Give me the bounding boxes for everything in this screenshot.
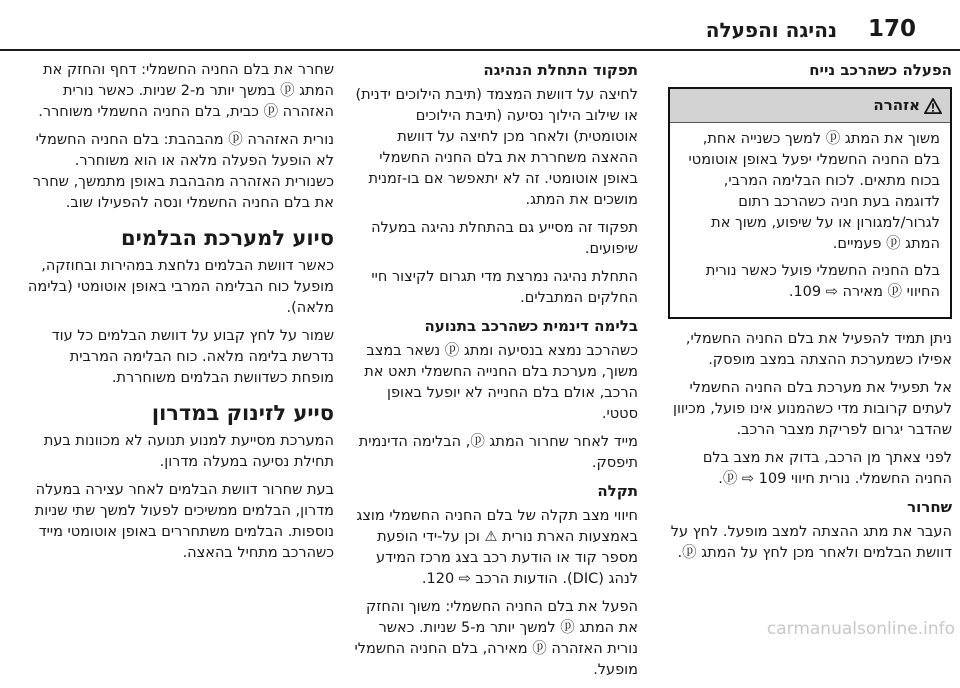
paragraph: שמור על לחץ קבוע על דוושת הבלמים כל עוד נדרשת בלימה מלאה. כוח הבלימה המרבית מופחת כשדוושת הבלמים משוחררת.: [51, 328, 334, 386]
column-right: [668, 60, 952, 571]
chapter-title: נהיגה והפעלה: [705, 18, 837, 42]
paragraph: המערכת מסייעת למנוע תנועה לא מכוונות בעת תחילת נסיעה במעלה מדרון.: [43, 433, 334, 470]
page-header: [0, 0, 960, 50]
section-heading-stationary: הפעלה כשהרכב נייח: [809, 61, 952, 79]
warning-body: [670, 123, 950, 317]
subheading-drive-away: תפקוד התחלת הנהיגה: [483, 61, 638, 79]
page-number: 170: [867, 16, 916, 42]
column-middle: [354, 60, 638, 688]
paragraph: שחרר את בלם החניה החשמלי: דחף והחזק את המתג ⓟ במשך יותר מ-2 שניות. כאשר נורית האזהרה ⓟ כבית, בלם החניה החשמלי משוחרר.: [38, 62, 334, 120]
paragraph: כשהרכב נמצא בנסיעה ומתג ⓟ נשאר במצב משוך, מערכת בלם החנייה החשמלי תאט את הרכב, אולם בלם החנייה לא יופעל באופן סטטי.: [364, 343, 638, 422]
paragraph: התחלת נהיגה נמרצת מדי תגרום לקיצור חיי החלקים המתבלים.: [371, 269, 638, 306]
paragraph: תפקוד זה מסייע גם בהתחלת נהיגה במעלה שיפועים.: [371, 220, 638, 257]
paragraph: נורית האזהרה ⓟ מהבהבת: בלם החניה החשמלי לא הופעל הפעלה מלאה או הוא משוחרר. כשנורית האזהרה מהבהבת באופן מתמשך, שחרר את בלם החניה החשמלי ונסה להפעילו שוב.: [32, 132, 334, 211]
paragraph: ניתן תמיד להפעיל את בלם החניה החשמלי, אפילו כשמערכת ההצתה במצב מופסק.: [685, 331, 952, 368]
warning-title: אזהרה: [873, 96, 920, 114]
subheading-release: שחרור: [907, 498, 952, 516]
paragraph: הפעל את בלם החניה החשמלי: משוך והחזק את המתג ⓟ למשך יותר מ-5 שניות. כאשר נורית האזהרה ⓟ מאירה, בלם החניה החשמלי מופעל.: [354, 599, 638, 678]
watermark: carmanualsonline.info: [766, 619, 955, 639]
paragraph: מייד לאחר שחרור המתג ⓟ, הבלימה הדינמית תיפסק.: [358, 434, 638, 471]
paragraph: כאשר דוושת הבלמים נלחצת במהירות ובחוזקה, מופעל כוח הבלימה המרבי באופן אוטומטי (בלימה מלאה).: [27, 258, 334, 316]
section-heading-brake-assist: סיוע למערכת הבלמים: [121, 226, 334, 250]
paragraph: לפני צאתך מן הרכב, בדוק את מצב בלם החניה החשמלי. נורית חיווי ⓟ ⇨ 109.: [702, 450, 952, 487]
paragraph: אל תפעיל את מערכת בלם החניה החשמלי לעתים קרובות מדי כשהמנוע אינו פועל, מכיוון שהדבר יגרום לפריקת מצבר הרכב.: [673, 380, 952, 438]
paragraph: בעת שחרור דוושת הבלמים לאחר עצירה במעלה מדרון, הבלמים ממשיכים לפעול למשך שתי שניות נוספות. הבלמים משתחררים באופן אוטומטי מייד כשהרכב מתחיל בהאצה.: [34, 482, 334, 561]
column-left: [26, 60, 334, 571]
header-divider: [0, 49, 960, 51]
section-heading-hill-start-assist: סייע לזינוק במדרון: [151, 401, 334, 425]
paragraph: לחיצה על דוושת המצמד (תיבת הילוכים ידנית) או שילוב הילוך נסיעה (תיבת הילוכים אוטומטית) ולאחר מכן לחיצה על דוושת ההאצה משחררת את בלם החניה החשמלי באופן אוטומטי. זה לא יתאפשר אם בו-זמנית מושכים את המתג.: [355, 87, 638, 208]
subheading-fault: תקלה: [597, 482, 638, 500]
paragraph: העבר את מתג ההצתה למצב מופעל. לחץ על דוושת הבלמים ולאחר מכן לחץ על המתג ⓟ.: [670, 524, 952, 561]
warning-header: [670, 89, 950, 123]
warning-triangle-icon: [924, 98, 942, 114]
warning-paragraph: בלם החניה החשמלי פועל כאשר נורית החיווי ⓟ מאירה ⇨ 109.: [705, 263, 940, 300]
warning-paragraph: משוך את המתג ⓟ למשך כשנייה אחת, בלם החניה החשמלי יפעל באופן אוטומטי בכוח מתאים. לכוח הבלימה המרבי, לדוגמה בעת חניה כשהרכב רתום לגרור/למגורון או על שיפוע, משוך את המתג ⓟ פעמיים.: [688, 131, 940, 252]
paragraph: חיווי מצב תקלה של בלם החניה החשמלי מוצג באמצעות הארת נורית ⚠ וכן על-ידי הופעת מספר קוד או הודעת רכב בצג מרכז המידע לנהג (DIC). הודעות הרכב ⇨ 120.: [356, 508, 638, 587]
warning-box: [668, 87, 952, 319]
subheading-dynamic-braking: בלימה דינמית כשהרכב בתנועה: [424, 317, 638, 335]
